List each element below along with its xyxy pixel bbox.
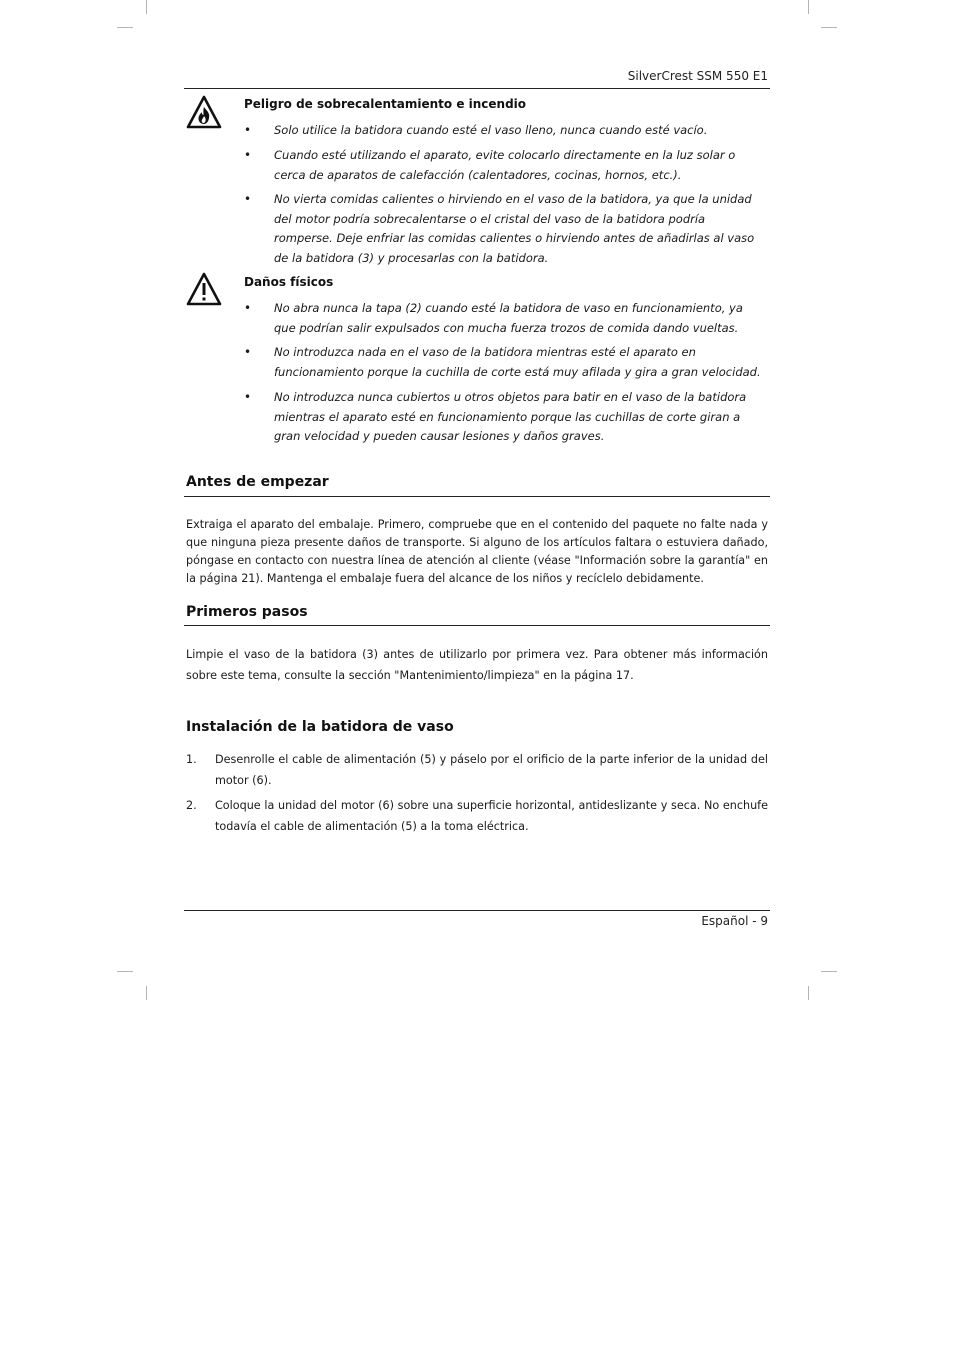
step-text: Desenrolle el cable de alimentación (5) y páselo por el orificio de la parte inferior de la unidad del motor (6). [215,753,768,787]
exclamation-warning-icon [186,272,222,306]
bullet-text: No abra nunca la tapa (2) cuando esté la batidora de vaso en funcionamiento, ya que podrían salir expulsados con mucha fuerza trozos de comida dando vueltas. [274,301,743,335]
bullet-dot: • [244,345,252,359]
section-title-antes: Antes de empezar [186,474,329,490]
bullet-dot: • [244,148,252,162]
crop-mark [821,971,837,972]
crop-mark [821,27,837,28]
bullet-text: Cuando esté utilizando el aparato, evite colocarlo directamente en la luz solar o cerca de aparatos de calefacción (calentadores, cocinas, hornos, etc.). [274,148,736,182]
section-title-instalacion: Instalación de la batidora de vaso [186,719,454,735]
step-number: 2. [186,799,197,812]
header-product: SilverCrest SSM 550 E1 [627,69,768,83]
footer-rule [184,910,770,911]
fire-warning-icon [186,95,222,129]
bullet-dot: • [244,301,252,315]
step-number: 1. [186,753,197,766]
bullet-text: No vierta comidas calientes o hirviendo en el vaso de la batidora, ya que la unidad del motor podría sobrecalentarse o el cristal del vaso de la batidora podría romperse. Deje enfriar las comidas calientes o hirviendo antes de añadirlas al vaso de la batidora (3) y procesarlas con la batidora. [274,192,755,265]
crop-mark [146,0,147,14]
bullet-text: No introduzca nunca cubiertos u otros objetos para batir en el vaso de la batidora mientras el aparato esté en funcionamiento porque las cuchillas de corte giran a gran velocidad y pueden causar lesiones y daños graves. [274,390,747,443]
step-text: Coloque la unidad del motor (6) sobre una superficie horizontal, antideslizante y seca. No enchufe todavía el cable de alimentación (5) a la toma eléctrica. [215,799,768,833]
bullet-dot: • [244,192,252,206]
section-rule [184,625,770,626]
footer-page: Español - 9 [701,914,768,928]
paragraph-primeros: Limpie el vaso de la batidora (3) antes de utilizarlo por primera vez. Para obtener más información sobre este tema, consulte la sección "Mantenimiento/limpieza" en la página 17. [186,648,768,682]
crop-mark [146,986,147,1000]
bullet-text: No introduzca nada en el vaso de la batidora mientras esté el aparato en funcionamiento porque la cuchilla de corte está muy afilada y gira a gran velocidad. [274,345,761,379]
bullet-dot: • [244,123,252,137]
header-rule [184,88,770,89]
bullet-text: Solo utilice la batidora cuando esté el vaso lleno, nunca cuando esté vacío. [274,123,708,137]
crop-mark [808,986,809,1000]
crop-mark [117,971,133,972]
section-rule [184,496,770,497]
crop-mark [808,0,809,14]
warning-title: Daños físicos [244,275,334,289]
warning-title: Peligro de sobrecalentamiento e incendio [244,97,527,111]
section-title-primeros: Primeros pasos [186,604,308,620]
crop-mark [117,27,133,28]
bullet-dot: • [244,390,252,404]
paragraph-antes: Extraiga el aparato del embalaje. Primero, compruebe que en el contenido del paquete no falte nada y que ninguna pieza presente daños de transporte. Si alguno de los artículos faltara o estuviera dañado, póngase en contacto con nuestra línea de atención al cliente (véase "Información sobre la garantía" en la página 21). Mantenga el embalaje fuera del alcance de los niños y recíclelo debidamente. [186,518,768,585]
